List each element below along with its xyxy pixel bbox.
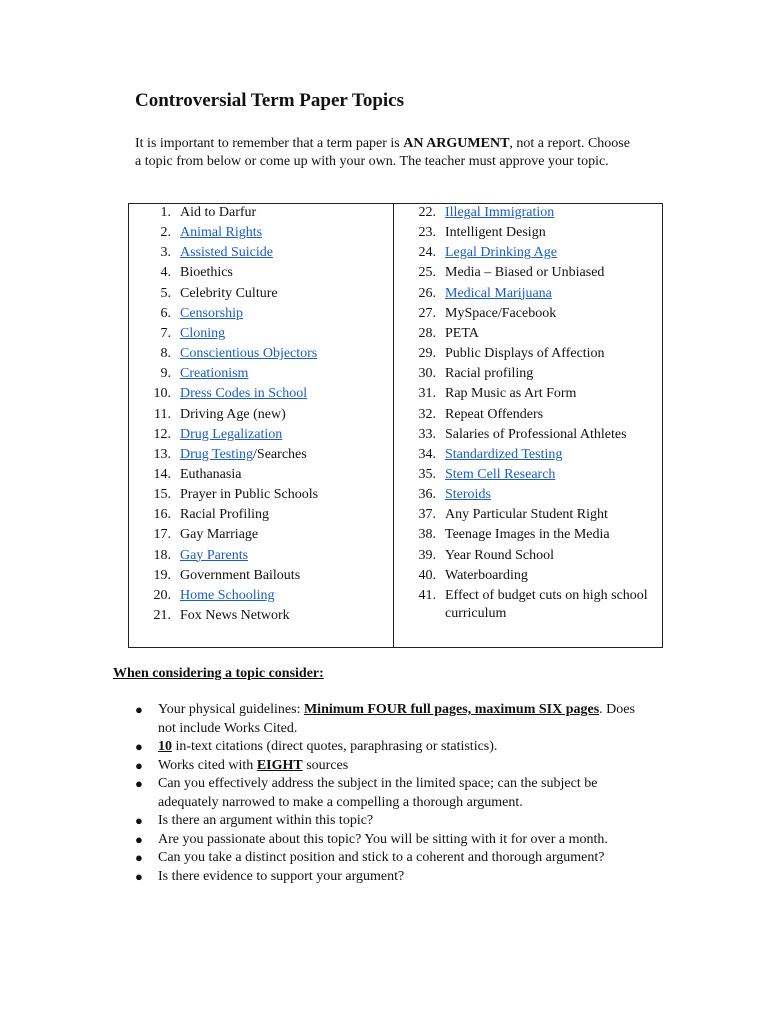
bullet-text: Can you effectively address the subject in the limited space; can the subject be adequately narrowed to make a compelling a thorough argument. bbox=[158, 776, 598, 810]
topic-number: 24. bbox=[418, 245, 436, 261]
bullet-text-continued: sources bbox=[302, 757, 349, 773]
topic-label: Racial profiling bbox=[445, 366, 534, 382]
topic-item bbox=[129, 567, 387, 585]
topic-item bbox=[129, 506, 387, 524]
topic-label bbox=[445, 446, 656, 464]
intro-paragraph bbox=[135, 135, 635, 170]
topic-item[interactable] bbox=[394, 285, 656, 303]
topic-number: 22. bbox=[418, 205, 436, 220]
topic-number: 27. bbox=[418, 305, 436, 321]
topic-label bbox=[180, 224, 387, 242]
topic-label: Prayer in Public Schools bbox=[180, 487, 319, 503]
topic-number: 6. bbox=[160, 305, 171, 321]
list-item bbox=[135, 812, 655, 831]
topic-label: Intelligent Design bbox=[445, 225, 546, 241]
topic-number: 23. bbox=[418, 225, 436, 241]
topic-number: 12. bbox=[153, 426, 171, 442]
bullet-text: Is there an argument within this topic? bbox=[158, 813, 374, 828]
list-item bbox=[135, 775, 655, 812]
page-title: Controversial Term Paper Topics bbox=[135, 90, 405, 111]
topic-number: 30. bbox=[418, 366, 436, 382]
topic-label: Gay Marriage bbox=[180, 527, 259, 543]
topic-item bbox=[129, 285, 387, 303]
topic-label bbox=[445, 285, 656, 303]
topic-item bbox=[394, 325, 656, 343]
topic-label bbox=[445, 204, 656, 222]
topic-label bbox=[445, 466, 656, 484]
topic-number: 38. bbox=[418, 527, 436, 543]
topic-link[interactable]: Drug Legalization bbox=[180, 426, 283, 442]
topic-number: 10. bbox=[153, 386, 171, 402]
list-item bbox=[135, 701, 655, 738]
topic-number: 25. bbox=[418, 265, 436, 281]
topic-label: Aid to Darfur bbox=[180, 205, 257, 220]
topic-link[interactable]: Cloning bbox=[180, 325, 226, 341]
list-item bbox=[135, 849, 655, 868]
topic-link[interactable]: Illegal Immigration bbox=[445, 205, 555, 220]
bullet-text: Can you take a distinct position and stick to a coherent and thorough argument? bbox=[158, 850, 605, 865]
topic-number: 1. bbox=[160, 205, 171, 220]
topic-label: Bioethics bbox=[180, 265, 233, 281]
topic-item bbox=[129, 607, 387, 625]
topic-number: 14. bbox=[153, 466, 171, 482]
topic-number: 7. bbox=[160, 325, 171, 341]
topic-link[interactable]: Creationism bbox=[180, 366, 249, 382]
topic-label: Teenage Images in the Media bbox=[445, 527, 610, 543]
topic-number: 2. bbox=[160, 225, 171, 241]
considerations-list bbox=[135, 701, 655, 886]
bullet-icon: ● bbox=[135, 813, 143, 828]
bullet-text: in-text citations (direct quotes, paraphrasing or statistics). bbox=[172, 739, 498, 754]
topic-number: 40. bbox=[418, 567, 436, 583]
topic-label: Fox News Network bbox=[180, 608, 290, 623]
topic-link[interactable]: Legal Drinking Age bbox=[445, 245, 557, 261]
topic-number: 29. bbox=[418, 346, 436, 362]
topic-number: 11. bbox=[154, 406, 171, 422]
topic-item[interactable] bbox=[129, 224, 387, 242]
topic-item bbox=[394, 567, 656, 585]
topic-number: 9. bbox=[160, 366, 171, 382]
topic-item bbox=[129, 466, 387, 484]
topic-label: Effect of budget cuts on high school curriculum bbox=[445, 587, 648, 621]
topic-item[interactable] bbox=[129, 365, 387, 383]
topic-item bbox=[394, 587, 656, 623]
bullet-text: Your physical guidelines: bbox=[158, 702, 304, 717]
intro-emphasis: AN ARGUMENT bbox=[403, 136, 510, 151]
bullet-text: Are you passionate about this topic? You will be sitting with it for over a month. bbox=[158, 831, 608, 847]
topic-item[interactable] bbox=[394, 466, 656, 484]
topic-number: 4. bbox=[160, 265, 171, 281]
topic-number: 8. bbox=[160, 346, 171, 362]
topic-number: 21. bbox=[153, 608, 171, 623]
topic-label bbox=[180, 547, 387, 565]
bullet-icon: ● bbox=[135, 868, 143, 884]
topic-link[interactable]: Animal Rights bbox=[180, 225, 263, 241]
topic-label: Salaries of Professional Athletes bbox=[445, 426, 627, 442]
topic-number: 15. bbox=[153, 487, 171, 503]
topic-label: Public Displays of Affection bbox=[445, 346, 605, 362]
topic-label: MySpace/Facebook bbox=[445, 305, 557, 321]
topic-item bbox=[394, 426, 656, 444]
topic-item bbox=[394, 264, 656, 282]
list-item bbox=[135, 738, 655, 757]
topic-link[interactable]: Medical Marijuana bbox=[445, 285, 552, 301]
topic-item bbox=[394, 547, 656, 565]
topic-label: Repeat Offenders bbox=[445, 406, 544, 422]
topic-label: Driving Age (new) bbox=[180, 406, 286, 422]
bullet-icon: ● bbox=[135, 702, 143, 717]
topic-number: 39. bbox=[418, 547, 436, 563]
topic-label: Euthanasia bbox=[180, 466, 242, 482]
topic-label bbox=[180, 244, 387, 262]
topic-number: 13. bbox=[153, 446, 171, 462]
topic-label: Government Bailouts bbox=[180, 567, 301, 583]
topic-item bbox=[394, 406, 656, 424]
topic-item[interactable] bbox=[394, 204, 656, 222]
topic-link[interactable]: Home Schooling bbox=[180, 587, 275, 603]
topic-label bbox=[180, 365, 387, 383]
topic-link[interactable]: Gay Parents bbox=[180, 547, 249, 563]
topic-item[interactable] bbox=[129, 385, 387, 403]
bullet-text-continued: . Does not include Works Cited. bbox=[158, 702, 635, 736]
topic-label: Any Particular Student Right bbox=[445, 507, 608, 523]
bullet-icon: ● bbox=[135, 831, 143, 847]
topic-item bbox=[394, 385, 656, 403]
topic-number: 16. bbox=[153, 507, 171, 523]
topic-link[interactable]: Stem Cell Research bbox=[445, 466, 556, 482]
topic-number: 36. bbox=[418, 487, 436, 503]
list-item bbox=[135, 868, 655, 887]
topic-number: 28. bbox=[418, 325, 436, 341]
topic-item[interactable] bbox=[129, 325, 387, 343]
topic-label bbox=[180, 426, 387, 444]
topic-link[interactable]: Assisted Suicide bbox=[180, 245, 273, 261]
topic-link[interactable]: Standardized Testing bbox=[445, 446, 563, 462]
bullet-text: Works cited with bbox=[158, 757, 257, 773]
topic-item[interactable] bbox=[394, 486, 656, 504]
topic-item[interactable] bbox=[129, 426, 387, 444]
topics-column-left bbox=[129, 204, 394, 647]
topic-item bbox=[394, 305, 656, 323]
considerations-heading: When considering a topic consider: bbox=[113, 666, 324, 681]
topic-item[interactable] bbox=[394, 446, 656, 464]
topic-number: 20. bbox=[153, 587, 171, 603]
topic-item[interactable] bbox=[129, 345, 387, 363]
topic-item bbox=[394, 224, 656, 242]
topic-item bbox=[129, 264, 387, 282]
bullet-icon: ● bbox=[135, 757, 143, 773]
bullet-emphasis: EIGHT bbox=[256, 757, 303, 773]
bullet-emphasis: 10 bbox=[158, 739, 172, 754]
topic-number: 26. bbox=[418, 285, 436, 301]
topic-number: 19. bbox=[153, 567, 171, 583]
topic-link[interactable]: Conscientious Objectors bbox=[180, 346, 318, 362]
topic-item[interactable] bbox=[129, 446, 387, 464]
topic-item bbox=[129, 486, 387, 504]
topic-label bbox=[180, 305, 387, 323]
intro-text-continued: , not a report. Choose a topic from below or come up with your own. The teacher must approve your topic. bbox=[135, 136, 630, 169]
topic-item bbox=[394, 526, 656, 544]
topics-column-right bbox=[394, 204, 662, 647]
topic-label: PETA bbox=[445, 325, 479, 341]
list-item bbox=[135, 757, 655, 776]
bullet-icon: ● bbox=[135, 850, 143, 865]
topic-item bbox=[129, 526, 387, 544]
topic-label bbox=[445, 244, 656, 262]
topic-item[interactable] bbox=[129, 587, 387, 605]
topics-table bbox=[128, 203, 663, 648]
topic-number: 3. bbox=[160, 245, 171, 261]
topic-item bbox=[394, 365, 656, 383]
topic-link[interactable]: Censorship bbox=[180, 305, 243, 321]
topic-label: Year Round School bbox=[445, 547, 555, 563]
topic-label bbox=[180, 325, 387, 343]
topic-number: 34. bbox=[418, 446, 436, 462]
topic-link[interactable]: Dress Codes in School bbox=[180, 386, 308, 402]
topic-number: 37. bbox=[418, 507, 436, 523]
topic-link[interactable]: Steroids bbox=[445, 487, 491, 503]
topic-item[interactable] bbox=[129, 547, 387, 565]
topic-number: 33. bbox=[418, 426, 436, 442]
topic-label bbox=[180, 345, 387, 363]
topic-label bbox=[445, 486, 656, 504]
topic-label: Racial Profiling bbox=[180, 507, 270, 523]
topic-number: 35. bbox=[418, 466, 436, 482]
topic-number: 31. bbox=[418, 386, 436, 402]
topic-label-suffix: /Searches bbox=[253, 446, 307, 462]
topic-label bbox=[180, 587, 387, 605]
topic-number: 32. bbox=[418, 406, 436, 422]
topic-item[interactable] bbox=[129, 244, 387, 262]
topic-item bbox=[394, 345, 656, 363]
bullet-emphasis: Minimum FOUR full pages, maximum SIX pages bbox=[303, 702, 600, 717]
topic-number: 18. bbox=[153, 547, 171, 563]
topic-item[interactable] bbox=[129, 305, 387, 323]
topic-link[interactable]: Drug Testing bbox=[180, 446, 254, 462]
intro-text: It is important to remember that a term paper is bbox=[135, 136, 404, 151]
topic-label: Celebrity Culture bbox=[180, 285, 278, 301]
topic-item bbox=[129, 406, 387, 424]
topic-item[interactable] bbox=[394, 244, 656, 262]
topic-number: 5. bbox=[160, 285, 171, 301]
topic-label: Media – Biased or Unbiased bbox=[445, 265, 605, 281]
topic-label: Rap Music as Art Form bbox=[445, 386, 577, 402]
topic-item bbox=[394, 506, 656, 524]
topic-item bbox=[129, 204, 387, 222]
topic-label bbox=[180, 385, 387, 403]
topic-label bbox=[180, 446, 387, 464]
bullet-icon: ● bbox=[135, 776, 143, 791]
bullet-icon: ● bbox=[135, 739, 143, 754]
list-item bbox=[135, 831, 655, 850]
topic-number: 41. bbox=[418, 587, 436, 603]
bullet-text: Is there evidence to support your argument? bbox=[158, 868, 405, 884]
topic-number: 17. bbox=[153, 527, 171, 543]
topic-label: Waterboarding bbox=[445, 567, 528, 583]
